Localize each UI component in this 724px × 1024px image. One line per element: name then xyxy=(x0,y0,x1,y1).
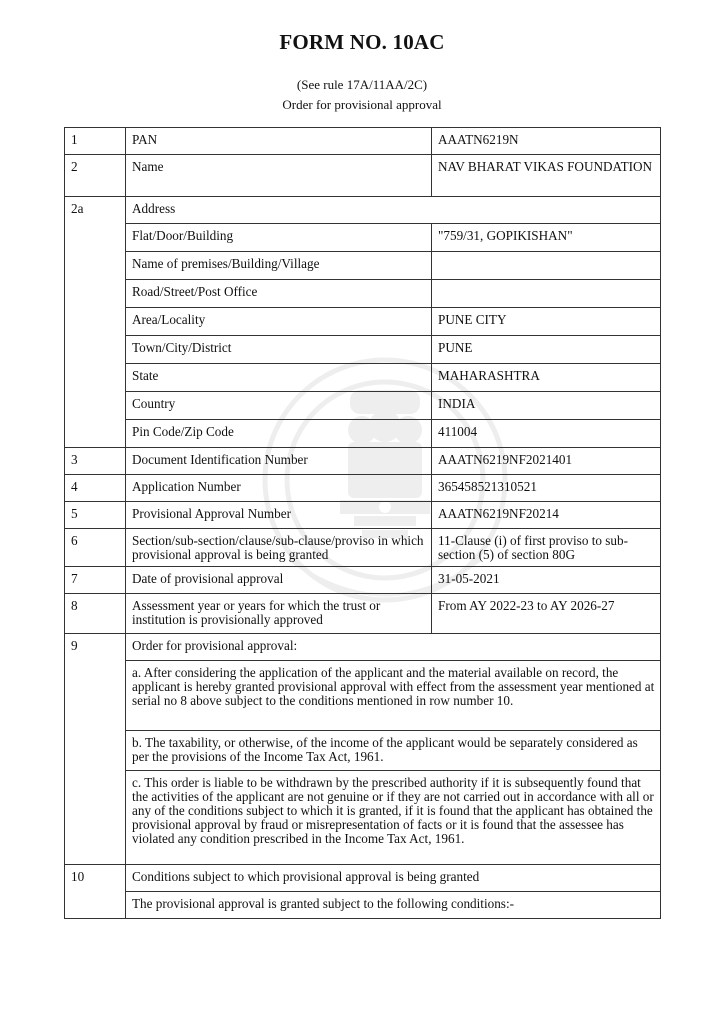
address-field-label: Country xyxy=(126,392,432,420)
form-subtitle: Order for provisional approval xyxy=(282,97,442,112)
table-row-application-number xyxy=(65,475,661,502)
address-field-value: INDIA xyxy=(432,392,661,420)
table-row-section xyxy=(65,529,661,567)
row-number: 3 xyxy=(65,448,126,475)
conditions-text: The provisional approval is granted subject to the following conditions:- xyxy=(126,892,661,919)
address-field-value xyxy=(432,252,661,280)
row-number: 2a xyxy=(65,197,126,448)
row-number: 7 xyxy=(65,567,126,594)
assessment-year-value: From AY 2022-23 to AY 2026-27 xyxy=(432,594,661,634)
row-label: Date of provisional approval xyxy=(126,567,432,594)
table-row-date xyxy=(65,567,661,594)
document-id-value: AAATN6219NF2021401 xyxy=(432,448,661,475)
row-label: Section/sub-section/clause/sub-clause/proviso in which provisional approval is being granted xyxy=(126,529,432,567)
row-label: Provisional Approval Number xyxy=(126,502,432,529)
form-rule-reference: (See rule 17A/11AA/2C) xyxy=(296,77,428,92)
provisional-approval-number-value: AAATN6219NF20214 xyxy=(432,502,661,529)
address-field-label: Area/Locality xyxy=(126,308,432,336)
order-paragraph-a: a. After considering the application of the applicant and the material available on record, the applicant is hereby granted provisional approval with effect from the assessment year mentioned at serial no 8 above subject to the conditions mentioned in row number 10. xyxy=(126,661,661,731)
address-heading: Address xyxy=(126,197,661,224)
address-field-value: MAHARASHTRA xyxy=(432,364,661,392)
address-field-value: PUNE xyxy=(432,336,661,364)
address-field-row xyxy=(65,336,661,364)
approval-date-value: 31-05-2021 xyxy=(432,567,661,594)
address-field-label: Town/City/District xyxy=(126,336,432,364)
table-row-order xyxy=(65,634,661,661)
order-paragraph-c: c. This order is liable to be withdrawn by the prescribed authority if it is subsequently found that the activities of the applicant are not genuine or if they are not carried out in accordance with all or any of the conditions subject to which it is granted, if it is found that the applicant has obtained the provisional approval by fraud or misrepresentation of facts or it is found that the assessee has violated any condition prescribed in the Income Tax Act, 1961. xyxy=(126,771,661,865)
address-field-value: 411004 xyxy=(432,420,661,448)
address-field-row xyxy=(65,224,661,252)
address-field-row xyxy=(65,392,661,420)
table-row-assessment-year xyxy=(65,594,661,634)
row-label: Assessment year or years for which the trust or institution is provisionally approved xyxy=(126,594,432,634)
order-heading: Order for provisional approval: xyxy=(126,634,661,661)
row-label: PAN xyxy=(126,128,432,155)
order-paragraph-row xyxy=(65,731,661,771)
address-field-row xyxy=(65,252,661,280)
row-number: 8 xyxy=(65,594,126,634)
row-label: Application Number xyxy=(126,475,432,502)
order-paragraph-row xyxy=(65,771,661,865)
order-paragraph-row xyxy=(65,661,661,731)
row-number: 5 xyxy=(65,502,126,529)
address-field-row xyxy=(65,420,661,448)
address-field-label: Flat/Door/Building xyxy=(126,224,432,252)
provisional-approval-table xyxy=(64,127,661,919)
address-field-label: Pin Code/Zip Code xyxy=(126,420,432,448)
address-field-label: State xyxy=(126,364,432,392)
address-field-label: Road/Street/Post Office xyxy=(126,280,432,308)
row-number: 4 xyxy=(65,475,126,502)
name-value: NAV BHARAT VIKAS FOUNDATION xyxy=(432,155,661,197)
address-field-value: "759/31, GOPIKISHAN" xyxy=(432,224,661,252)
row-label: Name xyxy=(126,155,432,197)
table-row-document-id xyxy=(65,448,661,475)
table-row-conditions xyxy=(65,865,661,892)
conditions-text-row xyxy=(65,892,661,919)
address-field-row xyxy=(65,308,661,336)
table-row-provisional-approval-number xyxy=(65,502,661,529)
row-number: 1 xyxy=(65,128,126,155)
pan-value: AAATN6219N xyxy=(432,128,661,155)
form-title: FORM NO. 10AC xyxy=(279,30,445,54)
address-field-row xyxy=(65,364,661,392)
row-number: 10 xyxy=(65,865,126,919)
order-paragraph-b: b. The taxability, or otherwise, of the income of the applicant would be separately considered as per the provisions of the Income Tax Act, 1961. xyxy=(126,731,661,771)
row-number: 2 xyxy=(65,155,126,197)
conditions-heading: Conditions subject to which provisional approval is being granted xyxy=(126,865,661,892)
row-number: 9 xyxy=(65,634,126,865)
address-field-label: Name of premises/Building/Village xyxy=(126,252,432,280)
address-field-value: PUNE CITY xyxy=(432,308,661,336)
row-number: 6 xyxy=(65,529,126,567)
address-field-value xyxy=(432,280,661,308)
table-row-pan xyxy=(65,128,661,155)
table-row-name xyxy=(65,155,661,197)
row-label: Document Identification Number xyxy=(126,448,432,475)
section-value: 11-Clause (i) of first proviso to sub-section (5) of section 80G xyxy=(432,529,661,567)
address-field-row xyxy=(65,280,661,308)
application-number-value: 365458521310521 xyxy=(432,475,661,502)
table-row-address xyxy=(65,197,661,224)
